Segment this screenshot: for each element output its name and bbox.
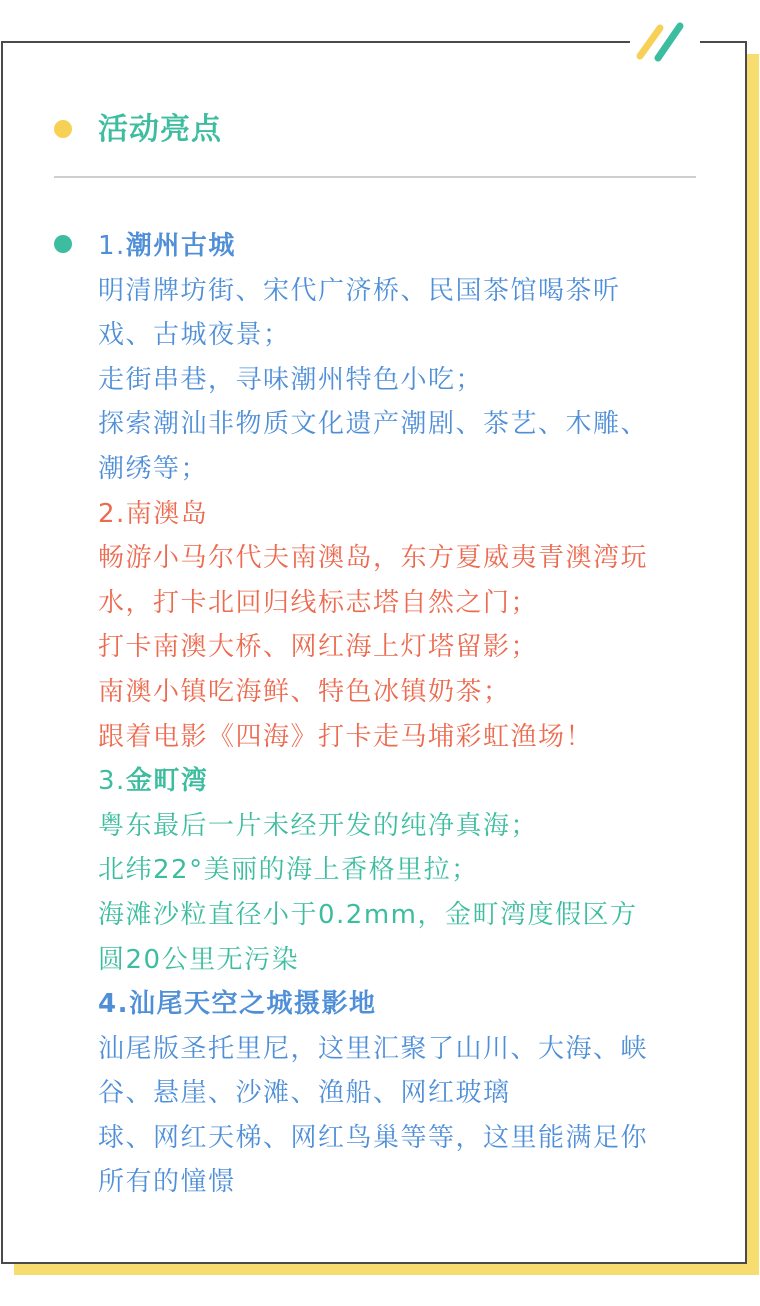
shanwei-line: 球、网红天梯、网红鸟巢等等，这里能满足你 [98,1122,649,1153]
divider [54,176,696,178]
decorative-slashes-icon [630,18,700,66]
section-title: 活动亮点 [98,112,222,147]
nanao-line: 打卡南澳大桥、网红海上灯塔留影； [98,632,539,663]
highlights-content [98,224,698,1205]
jintingwan-line: 粤东最后一片未经开发的纯净真海； [98,810,539,841]
shanwei-heading: 4.汕尾天空之城摄影地 [98,989,377,1020]
jintingwan-title: 金町湾 [125,766,209,797]
shanwei-line: 谷、悬崖、沙滩、渔船、网红玻璃 [98,1078,511,1109]
nanao-line: 畅游小马尔代夫南澳岛，东方夏威夷青澳湾玩 [98,543,649,574]
jintingwan-line: 海滩沙粒直径小于0.2mm，金町湾度假区方 [98,899,638,930]
jintingwan-number: 3. [98,766,126,797]
nanao-line: 水，打卡北回归线标志塔自然之门； [98,587,539,618]
chaozhou-number: 1. [98,231,126,261]
nanao-heading: 2.南澳岛 [98,498,209,529]
jintingwan-line: 北纬22°美丽的海上香格里拉； [98,855,479,886]
chaozhou-line: 潮绣等； [98,453,209,484]
nanao-line: 跟着电影《四海》打卡走马埔彩虹渔场！ [98,721,594,752]
chaozhou-line: 探索潮汕非物质文化遗产潮剧、茶艺、木雕、 [98,409,649,440]
yellow-dot-icon [54,120,72,138]
shanwei-line: 所有的憧憬 [98,1167,236,1198]
chaozhou-title: 潮州古城 [125,231,236,261]
chaozhou-heading [98,224,698,269]
teal-dot-icon [54,235,72,253]
shanwei-line: 汕尾版圣托里尼，这里汇聚了山川、大海、峡 [98,1033,649,1064]
chaozhou-line: 戏、古城夜景； [98,320,291,351]
chaozhou-line: 明清牌坊街、宋代广济桥、民国茶馆喝茶听 [98,275,621,306]
jintingwan-line: 圆20公里无污染 [98,944,300,975]
nanao-line: 南澳小镇吃海鲜、特色冰镇奶茶； [98,676,511,707]
chaozhou-line: 走街串巷，寻味潮州特色小吃； [98,364,484,395]
jintingwan-heading [98,759,698,804]
